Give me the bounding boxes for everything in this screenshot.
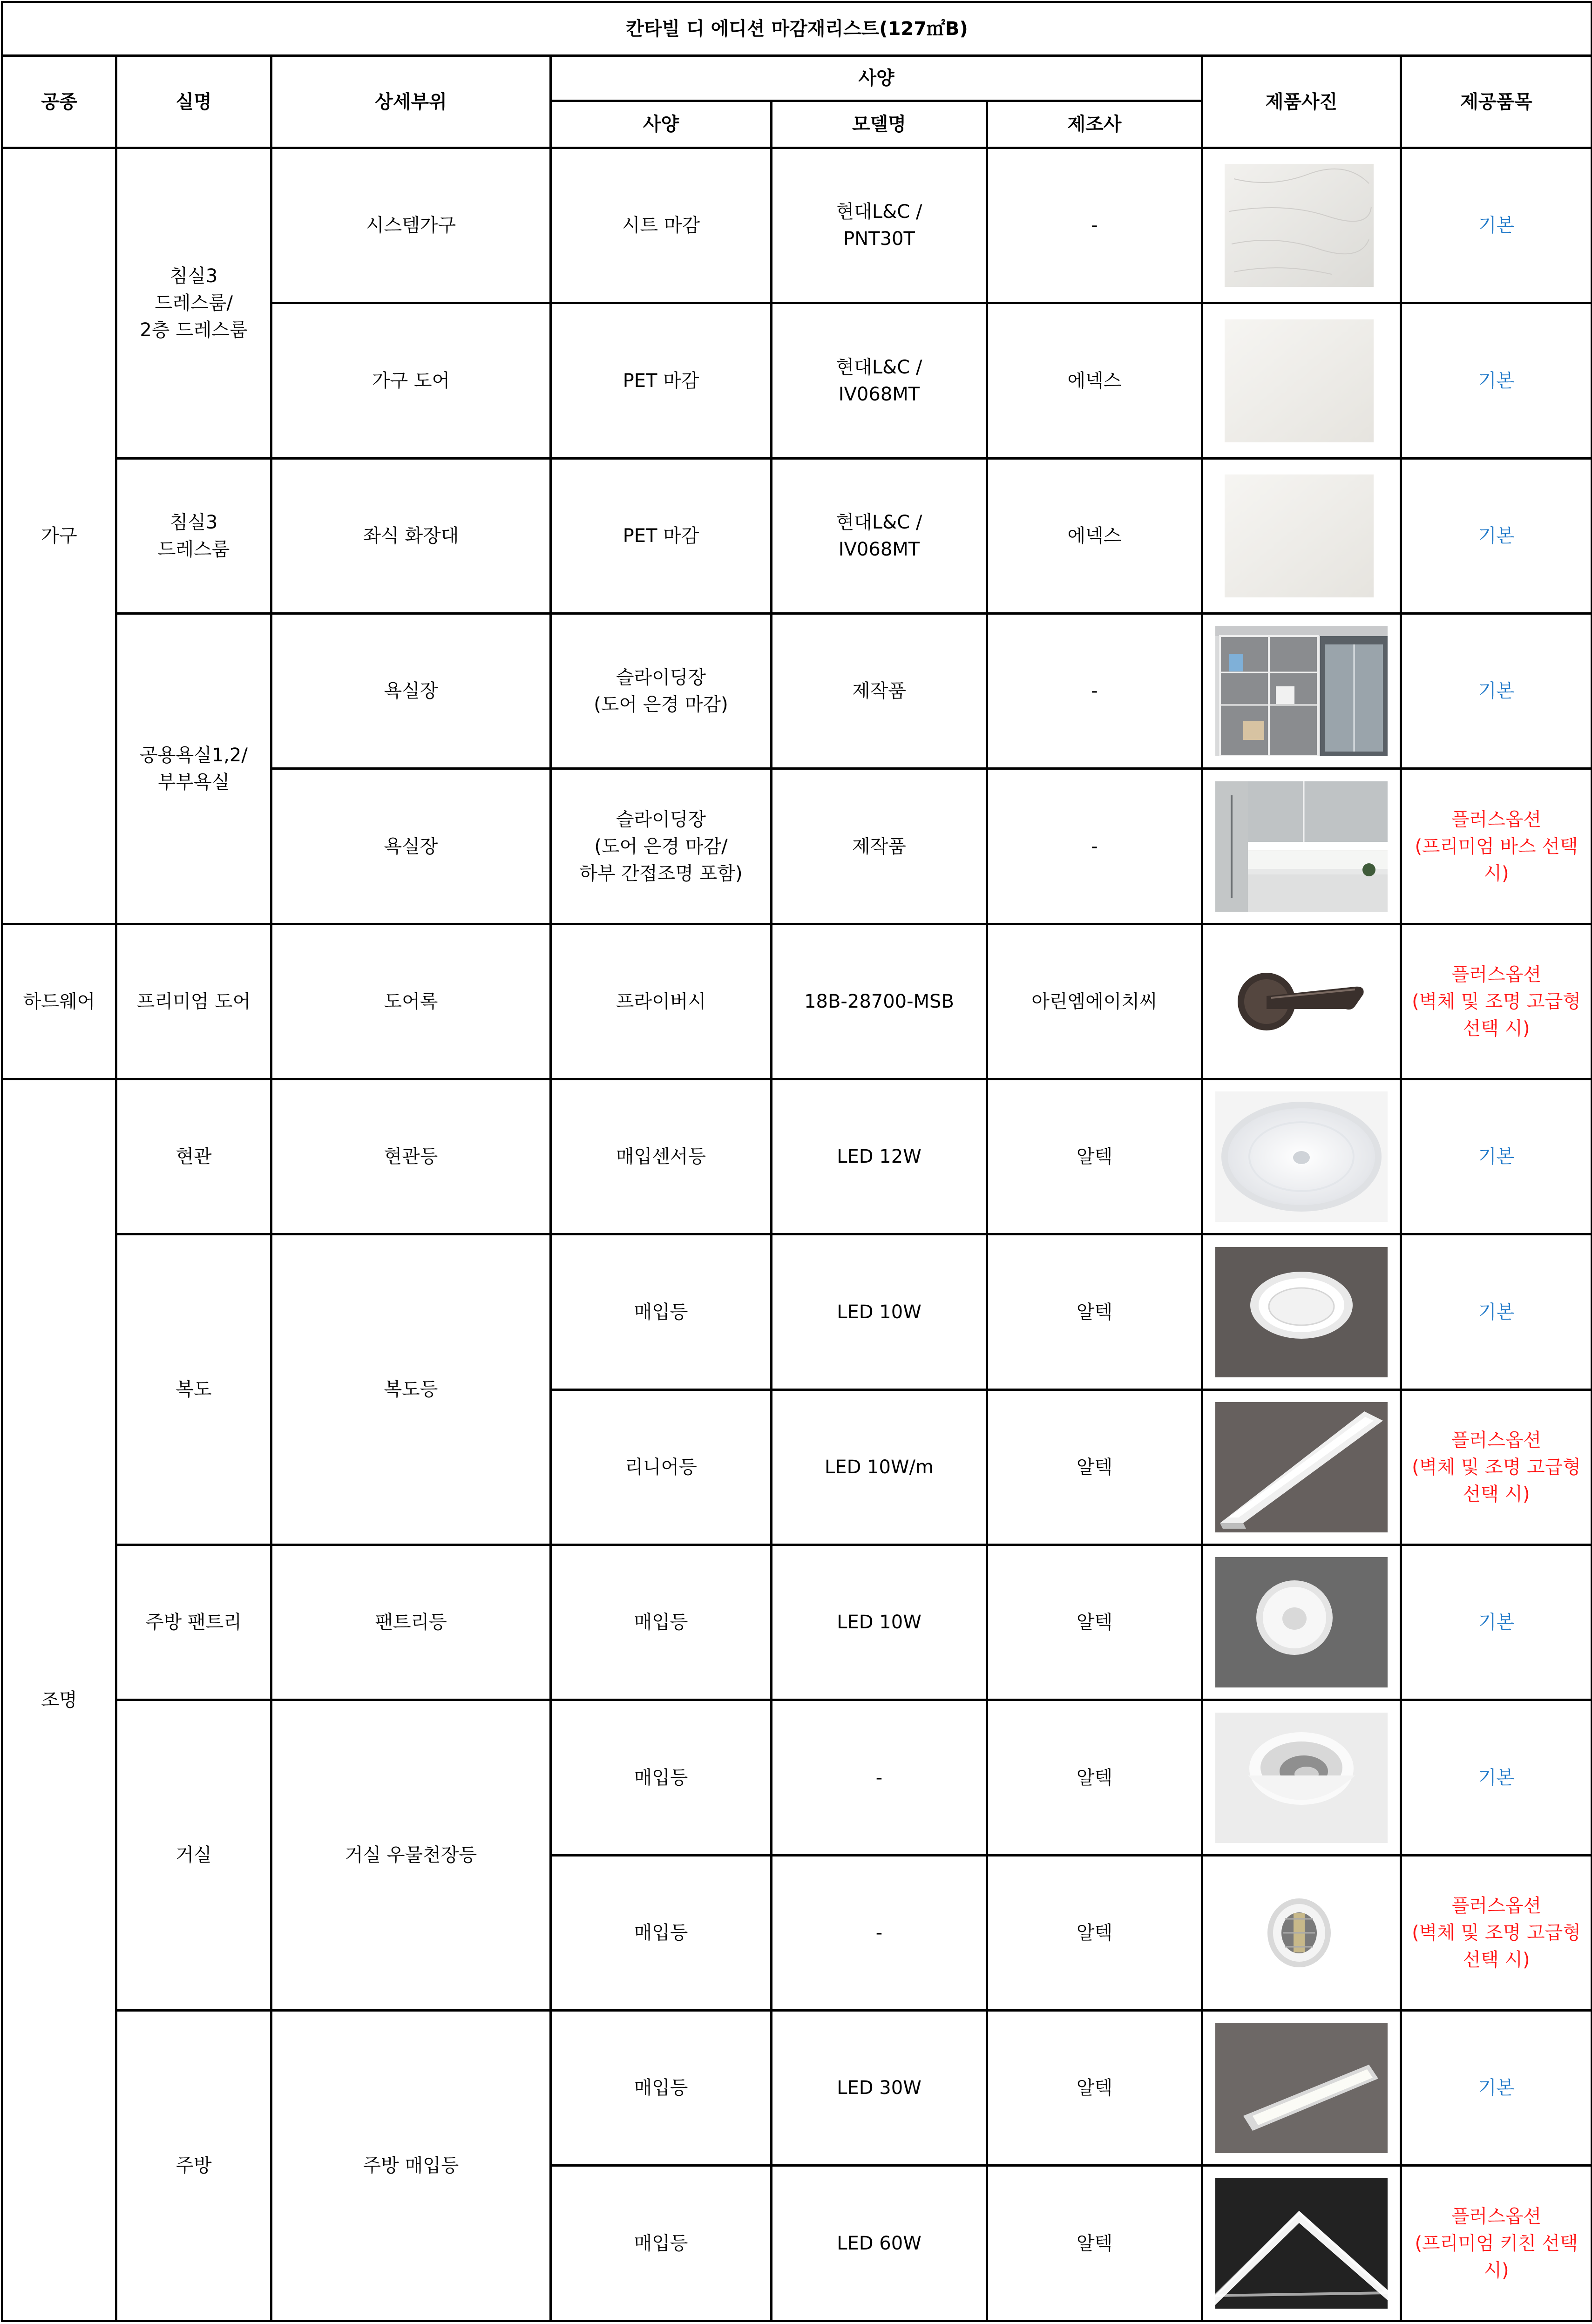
- detail-cell: 도어록: [271, 924, 551, 1079]
- model-cell: 현대L&C / IV068MT: [772, 303, 987, 458]
- maker-cell: 알텍: [987, 1234, 1202, 1389]
- maker-cell: 알텍: [987, 2011, 1202, 2166]
- maker-cell: 알텍: [987, 1389, 1202, 1545]
- model-cell: -: [772, 1700, 987, 1855]
- spec-cell: 프라이버시: [551, 924, 772, 1079]
- door-lever-handle-photo: [1215, 936, 1388, 1067]
- maker-cell: -: [987, 148, 1202, 303]
- room-cell: 공용욕실1,2/ 부부욕실: [116, 614, 271, 924]
- table-row: [2, 1700, 1592, 1855]
- rect-panel-light-photo: [1215, 2023, 1388, 2153]
- maker-cell: -: [987, 614, 1202, 769]
- room-cell: 침실3 드레스룸/ 2층 드레스룸: [116, 148, 271, 459]
- offering-cell: 기본: [1401, 1079, 1592, 1234]
- model-cell: 제작품: [772, 769, 987, 924]
- table-row: [2, 1234, 1592, 1389]
- offering-cell: 기본: [1401, 1545, 1592, 1700]
- photo-cell: [1202, 1389, 1401, 1545]
- photo-cell: [1202, 1545, 1401, 1700]
- offering-cell: 기본: [1401, 614, 1592, 769]
- corner-linear-light-photo: [1215, 2178, 1388, 2309]
- detail-cell: 욕실장: [271, 614, 551, 769]
- model-cell: LED 12W: [772, 1079, 987, 1234]
- model-cell: LED 60W: [772, 2166, 987, 2321]
- room-cell: 주방: [116, 2011, 271, 2321]
- header-photo: 제품사진: [1202, 56, 1401, 148]
- maker-cell: 에넥스: [987, 458, 1202, 613]
- table-row: [2, 614, 1592, 769]
- photo-cell: [1202, 458, 1401, 613]
- linear-light-photo: [1215, 1402, 1388, 1532]
- spec-cell: 매입센서등: [551, 1079, 772, 1234]
- bathroom-mirror-cabinet-photo: [1215, 626, 1388, 756]
- photo-cell: [1202, 924, 1401, 1079]
- model-cell: -: [772, 1855, 987, 2010]
- bathroom-cabinet-indirect-light-photo: [1215, 781, 1388, 912]
- model-cell: 현대L&C / IV068MT: [772, 458, 987, 613]
- detail-cell: 거실 우물천장등: [271, 1700, 551, 2011]
- trade-cell: 조명: [2, 1079, 116, 2321]
- detail-cell: 주방 매입등: [271, 2011, 551, 2321]
- photo-cell: [1202, 303, 1401, 458]
- deep-downlight-photo: [1215, 1713, 1388, 1843]
- spec-cell: 매입등: [551, 1234, 772, 1389]
- offering-cell: 플러스옵션 (벽체 및 조명 고급형 선택 시): [1401, 924, 1592, 1079]
- spec-cell: 매입등: [551, 1700, 772, 1855]
- table-row: [2, 1079, 1592, 1234]
- model-cell: LED 30W: [772, 2011, 987, 2166]
- spec-cell: 시트 마감: [551, 148, 772, 303]
- room-cell: 침실3 드레스룸: [116, 458, 271, 613]
- detail-cell: 시스템가구: [271, 148, 551, 303]
- model-cell: 현대L&C / PNT30T: [772, 148, 987, 303]
- offering-cell: 기본: [1401, 303, 1592, 458]
- recessed-downlight-photo: [1215, 1247, 1388, 1377]
- header-detail: 상세부위: [271, 56, 551, 148]
- room-cell: 주방 팬트리: [116, 1545, 271, 1700]
- maker-cell: 아린엠에이치씨: [987, 924, 1202, 1079]
- spec-cell: 리니어등: [551, 1389, 772, 1545]
- room-cell: 프리미엄 도어: [116, 924, 271, 1079]
- spec-cell: 매입등: [551, 2166, 772, 2321]
- maker-cell: -: [987, 769, 1202, 924]
- table-row: [2, 924, 1592, 1079]
- spec-cell: 슬라이딩장 (도어 은경 마감): [551, 614, 772, 769]
- maker-cell: 알텍: [987, 1700, 1202, 1855]
- detail-cell: 욕실장: [271, 769, 551, 924]
- detail-cell: 현관등: [271, 1079, 551, 1234]
- offering-cell: 기본: [1401, 458, 1592, 613]
- offering-cell: 플러스옵션 (프리미엄 키친 선택 시): [1401, 2166, 1592, 2321]
- offering-cell: 기본: [1401, 148, 1592, 303]
- trade-cell: 가구: [2, 148, 116, 924]
- sensor-ceiling-light-photo: [1215, 1091, 1388, 1222]
- white-pet-swatch: [1215, 316, 1388, 446]
- finish-list-table: [1, 1, 1592, 2322]
- louver-downlight-photo: [1215, 1868, 1388, 1998]
- detail-cell: 팬트리등: [271, 1545, 551, 1700]
- photo-cell: [1202, 2011, 1401, 2166]
- spec-cell: 매입등: [551, 1855, 772, 2010]
- photo-cell: [1202, 2166, 1401, 2321]
- photo-cell: [1202, 1234, 1401, 1389]
- maker-cell: 알텍: [987, 1855, 1202, 2010]
- photo-cell: [1202, 614, 1401, 769]
- header-trade: 공종: [2, 56, 116, 148]
- header-spec-group: 사양: [551, 56, 1202, 101]
- room-cell: 복도: [116, 1234, 271, 1545]
- photo-cell: [1202, 148, 1401, 303]
- model-cell: 18B-28700-MSB: [772, 924, 987, 1079]
- photo-cell: [1202, 769, 1401, 924]
- table-row: [2, 458, 1592, 613]
- table-row: [2, 148, 1592, 303]
- photo-cell: [1202, 1079, 1401, 1234]
- white-pet-swatch: [1215, 471, 1388, 601]
- spec-cell: PET 마감: [551, 458, 772, 613]
- header-spec: 사양: [551, 101, 772, 148]
- room-cell: 현관: [116, 1079, 271, 1234]
- detail-cell: 복도등: [271, 1234, 551, 1545]
- model-cell: LED 10W: [772, 1234, 987, 1389]
- maker-cell: 에넥스: [987, 303, 1202, 458]
- spec-cell: 매입등: [551, 2011, 772, 2166]
- table-row: [2, 2011, 1592, 2166]
- maker-cell: 알텍: [987, 1079, 1202, 1234]
- offering-cell: 기본: [1401, 2011, 1592, 2166]
- detail-cell: 가구 도어: [271, 303, 551, 458]
- header-offering: 제공품목: [1401, 56, 1592, 148]
- sheet-title: 칸타빌 디 에디션 마감재리스트(127㎡B): [2, 2, 1592, 56]
- offering-cell: 기본: [1401, 1234, 1592, 1389]
- header-maker: 제조사: [987, 101, 1202, 148]
- offering-cell: 플러스옵션 (벽체 및 조명 고급형 선택 시): [1401, 1855, 1592, 2010]
- header-model: 모델명: [772, 101, 987, 148]
- model-cell: LED 10W: [772, 1545, 987, 1700]
- maker-cell: 알텍: [987, 1545, 1202, 1700]
- offering-cell: 플러스옵션 (프리미엄 바스 선택 시): [1401, 769, 1592, 924]
- photo-cell: [1202, 1700, 1401, 1855]
- spec-cell: 매입등: [551, 1545, 772, 1700]
- model-cell: LED 10W/m: [772, 1389, 987, 1545]
- room-cell: 거실: [116, 1700, 271, 2011]
- model-cell: 제작품: [772, 614, 987, 769]
- trade-cell: 하드웨어: [2, 924, 116, 1079]
- pantry-downlight-photo: [1215, 1557, 1388, 1687]
- table-row: [2, 1545, 1592, 1700]
- offering-cell: 플러스옵션 (벽체 및 조명 고급형 선택 시): [1401, 1389, 1592, 1545]
- header-room: 실명: [116, 56, 271, 148]
- maker-cell: 알텍: [987, 2166, 1202, 2321]
- photo-cell: [1202, 1855, 1401, 2010]
- spec-cell: 슬라이딩장 (도어 은경 마감/ 하부 간접조명 포함): [551, 769, 772, 924]
- spec-cell: PET 마감: [551, 303, 772, 458]
- offering-cell: 기본: [1401, 1700, 1592, 1855]
- white-wood-texture-swatch: [1215, 160, 1388, 291]
- detail-cell: 좌식 화장대: [271, 458, 551, 613]
